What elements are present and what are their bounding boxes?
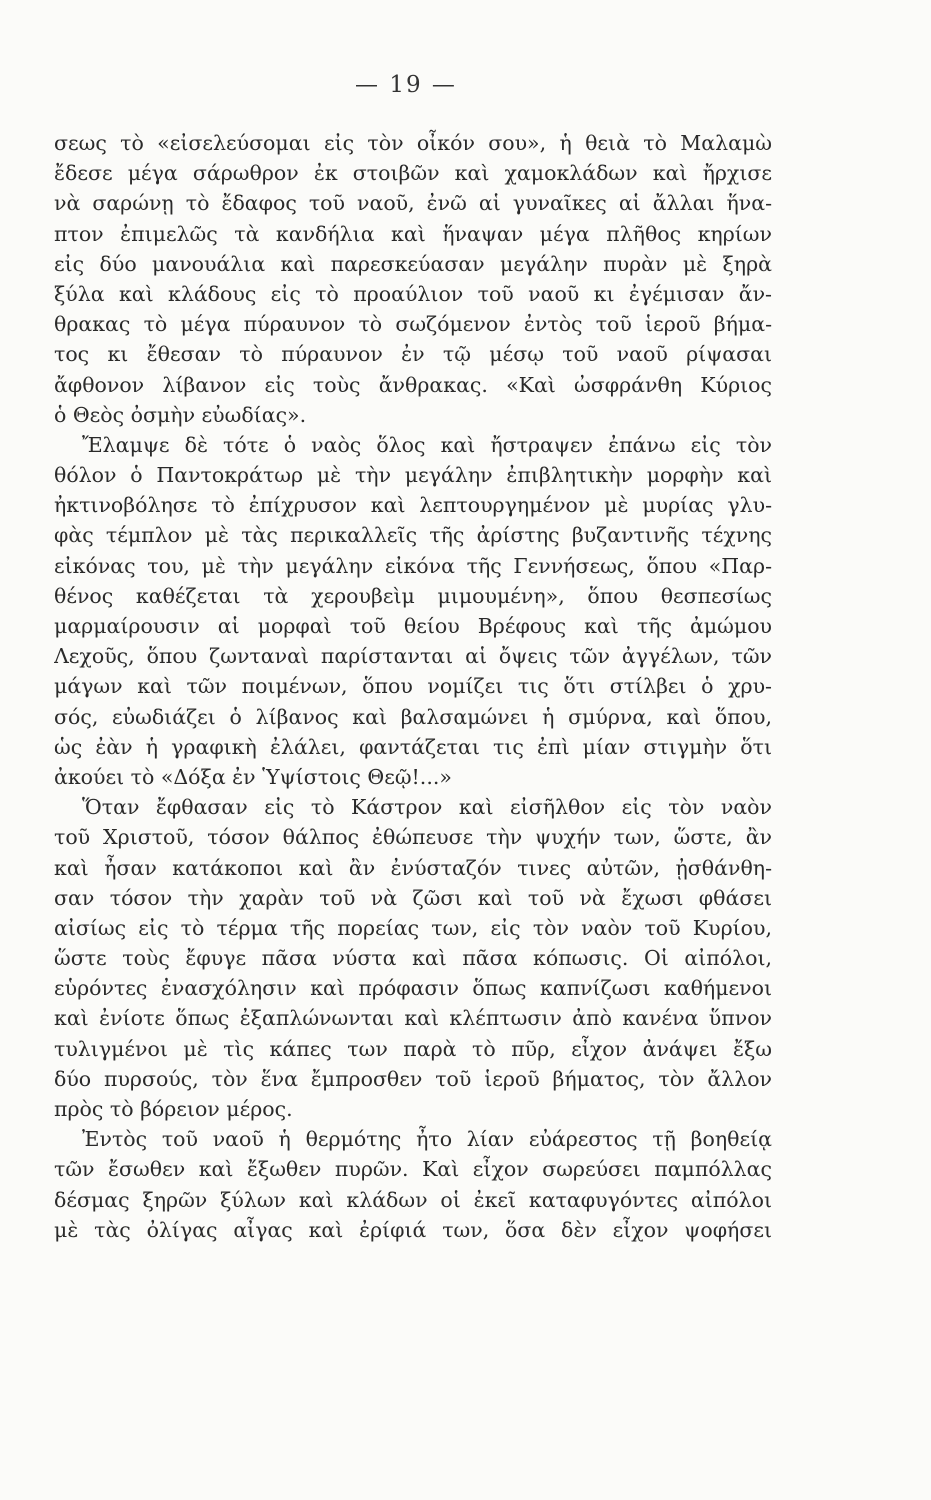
text-line: θένος καθέζεται τὰ χερουβεὶμ μιμουμένη», ὅπου θεσπεσίως — [54, 583, 772, 608]
page-number: — 19 — — [355, 72, 457, 98]
text-line: νὰ σαρώνῃ τὸ ἔδαφος τοῦ ναοῦ, ἐνῶ αἱ γυναῖκες αἱ ἄλλαι ἥνα- — [54, 191, 772, 216]
text-line: εἰκόνας του, μὲ τὴν μεγάλην εἰκόνα τῆς Γεννήσεως, ὅπου «Παρ- — [54, 553, 772, 578]
text-line: ὡς ἐὰν ἡ γραφικὴ ἐλάλει, φαντάζεται τις ἐπὶ μίαν στιγμὴν ὅτι — [54, 734, 772, 759]
text-line: ἀκούει τὸ «Δόξα ἐν Ὑψίστοις Θεῷ!...» — [54, 764, 452, 789]
text-line: θρακας τὸ μέγα πύραυνον τὸ σωζόμενον ἐντὸς τοῦ ἱεροῦ βήμα- — [54, 312, 772, 337]
text-line: πρὸς τὸ βόρειον μέρος. — [54, 1097, 293, 1121]
text-line: ξύλα καὶ κλάδους εἰς τὸ προαύλιον τοῦ ναοῦ κι ἐγέμισαν ἄν- — [54, 281, 772, 306]
text-line: Λεχοῦς, ὅπου ζωνταναὶ παρίστανται αἱ ὄψεις τῶν ἀγγέλων, τῶν — [54, 644, 772, 669]
body-text — [54, 128, 772, 1245]
text-line: ἄφθονον λίβανον εἰς τοὺς ἄνθρακας. «Καὶ ὠσφράνθη Κύριος — [54, 372, 772, 397]
text-line: μαρμαίρουσιν αἱ μορφαὶ τοῦ θείου Βρέφους καὶ τῆς ἀμώμου — [54, 614, 772, 638]
text-line: ἔδεσε μέγα σάρωθρον ἐκ στοιβῶν καὶ χαμοκλάδων καὶ ἤρχισε — [54, 161, 772, 186]
text-line: τῶν ἔσωθεν καὶ ἔξωθεν πυρῶν. Καὶ εἶχον σωρεύσει παμπόλλας — [54, 1157, 772, 1182]
text-line: εὑρόντες ἐνασχόλησιν καὶ πρόφασιν ὅπως καπνίζωσι καθήμενοι — [54, 976, 772, 1001]
text-line: δέσμας ξηρῶν ξύλων καὶ κλάδων οἱ ἐκεῖ καταφυγόντες αἰπόλοι — [54, 1187, 772, 1212]
text-line: μὲ τὰς ὀλίγας αἶγας καὶ ἐρίφιά των, ὅσα δὲν εἶχον ψοφήσει — [54, 1217, 772, 1242]
text-line: τος κι ἔθεσαν τὸ πύραυνον ἐν τῷ μέσῳ τοῦ ναοῦ ρίψασαι — [54, 342, 772, 367]
text-line: τυλιγμένοι μὲ τὶς κάπες των παρὰ τὸ πῦρ, εἶχον ἀνάψει ἔξω — [54, 1036, 772, 1061]
text-line: θόλον ὁ Παντοκράτωρ μὲ τὴν μεγάλην ἐπιβλητικὴν μορφὴν καὶ — [54, 463, 772, 488]
text-line: σός, εὐωδιάζει ὁ λίβανος καὶ βαλσαμώνει ἡ σμύρνα, καὶ ὅπου, — [54, 704, 772, 729]
text-line: μάγων καὶ τῶν ποιμένων, ὅπου νομίζει τις ὅτι στίλβει ὁ χρυ- — [54, 674, 772, 699]
text-line: τοῦ Χριστοῦ, τόσον θάλπος ἐθώπευσε τὴν ψυχήν των, ὥστε, ἂν — [54, 825, 772, 850]
text-line: καὶ ἐνίοτε ὅπως ἐξαπλώνωνται καὶ κλέπτωσιν ἀπὸ κανένα ὕπνον — [54, 1006, 772, 1031]
text-line: δύο πυρσούς, τὸν ἕνα ἔμπροσθεν τοῦ ἱεροῦ βήματος, τὸν ἄλλον — [54, 1066, 772, 1091]
text-line: καὶ ἦσαν κατάκοποι καὶ ἂν ἐνύσταζόν τινες αὐτῶν, ᾐσθάνθη- — [54, 855, 772, 880]
text-line: ὁ Θεὸς ὀσμὴν εὐωδίας». — [54, 402, 307, 427]
text-line: σεως τὸ «εἰσελεύσομαι εἰς τὸν οἶκόν σου», ἡ θειὰ τὸ Μαλαμὼ — [54, 131, 772, 155]
text-line: σαν τόσον τὴν χαρὰν τοῦ νὰ ζῶσι καὶ τοῦ νὰ ἔχωσι φθάσει — [54, 885, 772, 910]
text-line: Ἔλαμψε δὲ τότε ὁ ναὸς ὅλος καὶ ἤστραψεν ἐπάνω εἰς τὸν — [82, 432, 772, 457]
text-line: εἰς δύο μανουάλια καὶ παρεσκεύασαν μεγάλην πυρὰν μὲ ξηρὰ — [54, 251, 772, 276]
text-line: ὥστε τοὺς ἔφυγε πᾶσα νύστα καὶ πᾶσα κόπωσις. Οἱ αἰπόλοι, — [54, 946, 772, 971]
text-line: αἰσίως εἰς τὸ τέρμα τῆς πορείας των, εἰς τὸν ναὸν τοῦ Κυρίου, — [54, 915, 772, 940]
text-line: φὰς τέμπλον μὲ τὰς περικαλλεῖς τῆς ἀρίστης βυζαντινῆς τέχνης — [54, 523, 772, 548]
text-line: πτον ἐπιμελῶς τὰ κανδήλια καὶ ἥναψαν μέγα πλῆθος κηρίων — [54, 221, 772, 246]
text-line: Ὅταν ἔφθασαν εἰς τὸ Κάστρον καὶ εἰσῆλθον εἰς τὸν ναὸν — [82, 795, 772, 820]
text-line: Ἐντὸς τοῦ ναοῦ ἡ θερμότης ἦτο λίαν εὐάρεστος τῇ βοηθείᾳ — [82, 1127, 772, 1152]
text-line: ἠκτινοβόλησε τὸ ἐπίχρυσον καὶ λεπτουργημένον μὲ μυρίας γλυ- — [54, 493, 772, 518]
